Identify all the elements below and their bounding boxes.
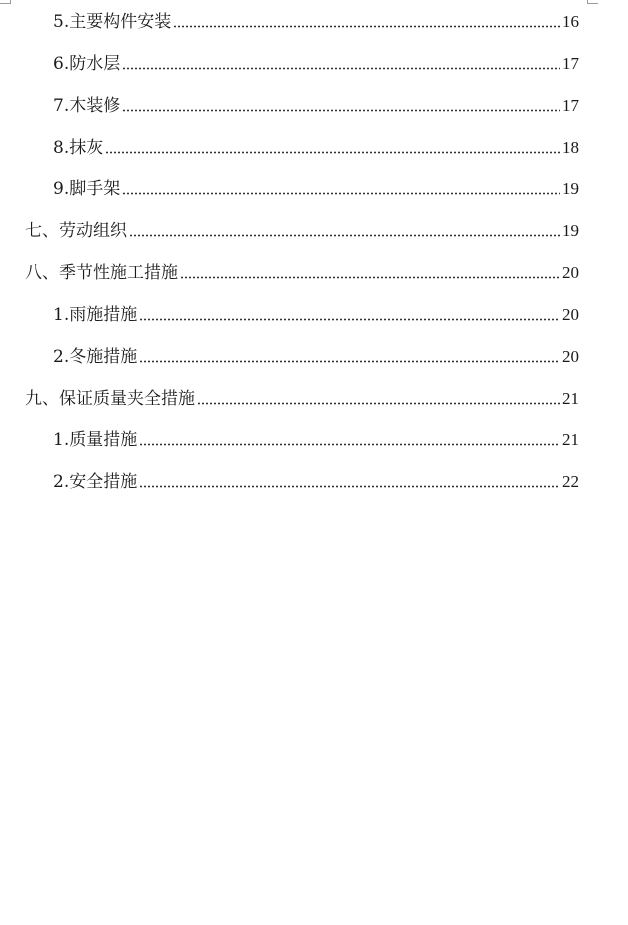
toc-dot-leader (139, 428, 560, 446)
toc-entry-separator: . (63, 179, 70, 199)
toc-entry[interactable] (53, 52, 579, 76)
toc-dot-leader (139, 345, 560, 363)
toc-entry-page-number: 20 (562, 305, 579, 324)
toc-entry-number: 2 (53, 347, 64, 367)
toc-dot-leader (122, 177, 560, 195)
toc-entry-page-number: 21 (562, 430, 579, 449)
toc-entry[interactable] (53, 428, 579, 452)
page-corner-mark-right (587, 0, 598, 4)
toc-dot-leader (122, 94, 560, 112)
toc-entry[interactable] (53, 10, 579, 34)
toc-entry-title: 安全措施 (69, 472, 138, 492)
toc-entry-page-number: 18 (562, 138, 579, 157)
toc-entry-title: 劳动组织 (59, 221, 127, 241)
toc-entry-separator: . (63, 305, 70, 325)
toc-entry-number: 7 (53, 96, 64, 116)
toc-dot-leader (139, 303, 560, 321)
toc-entry-number: 2 (53, 472, 64, 492)
toc-dot-leader (105, 136, 560, 154)
toc-entry-title: 保证质量夹全措施 (59, 389, 195, 409)
toc-entry-title: 雨施措施 (69, 305, 138, 325)
toc-dot-leader (173, 10, 560, 28)
toc-entry-number: 8 (53, 138, 64, 158)
toc-entry-title: 主要构件安装 (69, 12, 172, 32)
toc-entry-separator: 、 (42, 221, 59, 241)
toc-entry-title: 季节性施工措施 (59, 263, 178, 283)
toc-entry-page-number: 17 (562, 54, 579, 73)
toc-entry[interactable] (53, 177, 579, 201)
toc-dot-leader (180, 261, 560, 279)
toc-entry-separator: . (63, 347, 70, 367)
toc-dot-leader (122, 52, 560, 70)
toc-entry-number: 5 (53, 12, 64, 32)
toc-entry-number: 七 (25, 221, 42, 241)
toc-entry-separator: . (63, 96, 70, 116)
toc-entry-separator: . (63, 12, 70, 32)
toc-entry[interactable] (25, 261, 579, 285)
toc-entry-page-number: 19 (562, 221, 579, 240)
toc-dot-leader (129, 219, 560, 237)
toc-entry[interactable] (53, 345, 579, 369)
toc-entry-separator: . (63, 430, 70, 450)
toc-entry-page-number: 17 (562, 96, 579, 115)
toc-entry-number: 九 (25, 389, 42, 409)
toc-entry-title: 脚手架 (69, 179, 121, 199)
toc-entry[interactable] (53, 470, 579, 494)
toc-entry-number: 1 (53, 430, 64, 450)
toc-dot-leader (139, 470, 560, 488)
toc-entry-page-number: 19 (562, 179, 579, 198)
toc-entry[interactable] (25, 219, 579, 243)
toc-entry-page-number: 20 (562, 347, 579, 366)
toc-entry-title: 防水层 (69, 54, 121, 74)
toc-entry[interactable] (53, 303, 579, 327)
toc-entry-number: 1 (53, 305, 64, 325)
toc-entry-separator: . (63, 472, 70, 492)
toc-entry-number: 6 (53, 54, 64, 74)
toc-entry-separator: . (63, 54, 70, 74)
toc-entry[interactable] (53, 94, 579, 118)
toc-entry-page-number: 16 (562, 12, 579, 31)
toc-entry-title: 冬施措施 (69, 347, 138, 367)
toc-entry-title: 质量措施 (69, 430, 138, 450)
toc-dot-leader (197, 387, 560, 405)
toc-entry-page-number: 21 (562, 389, 579, 408)
toc-entry-separator: 、 (42, 389, 59, 409)
toc-entry-separator: 、 (42, 263, 59, 283)
toc-entry-title: 抹灰 (69, 138, 104, 158)
toc-entry-number: 9 (53, 179, 64, 199)
toc-entry-title: 木装修 (69, 96, 121, 116)
toc-entry-page-number: 20 (562, 263, 579, 282)
page-corner-mark-left (0, 0, 11, 4)
toc-entry-number: 八 (25, 263, 42, 283)
toc-entry[interactable] (25, 387, 579, 411)
toc-entry-page-number: 22 (562, 472, 579, 491)
toc-entry-separator: . (63, 138, 70, 158)
toc-entry[interactable] (53, 136, 579, 160)
